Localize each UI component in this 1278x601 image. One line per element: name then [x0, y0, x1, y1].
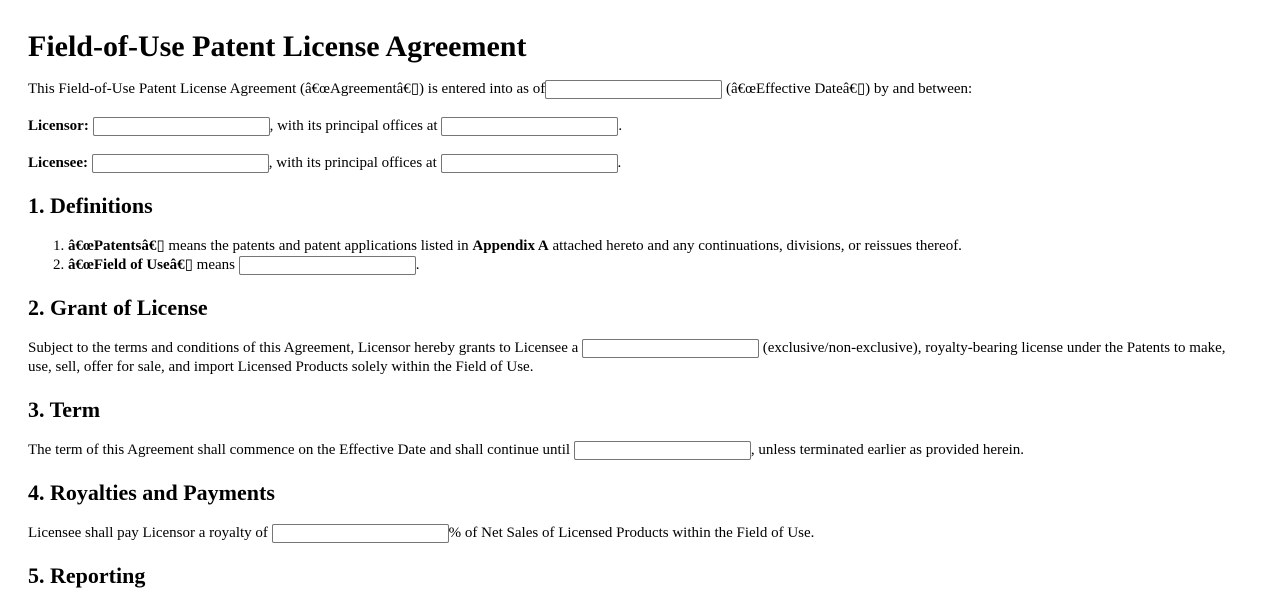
- term-end-input[interactable]: [574, 441, 751, 460]
- licensor-name-input[interactable]: [93, 117, 270, 136]
- intro-text-end: (â€œEffective Dateâ€▯) by and between:: [722, 81, 973, 97]
- reporting-heading: 5. Reporting: [28, 563, 146, 589]
- field-of-use-term: â€œField of Useâ€▯: [68, 257, 193, 274]
- patents-text-end: attached hereto and any continuations, divisions, or reissues thereof.: [548, 238, 962, 255]
- appendix-reference: Appendix A: [472, 238, 549, 255]
- field-of-use-text: means: [192, 257, 239, 274]
- licensee-period: .: [617, 155, 622, 172]
- definition-patents: [68, 237, 1250, 256]
- licensor-address-input[interactable]: [441, 117, 618, 136]
- term-text-end: , unless terminated earlier as provided herein.: [750, 442, 1025, 459]
- licensee-name-input[interactable]: [92, 154, 269, 173]
- licensee-label: Licensee:: [28, 155, 88, 172]
- term-paragraph: [28, 441, 1250, 460]
- definitions-list: [28, 237, 1250, 275]
- royalties-text-end: % of Net Sales of Licensed Products within the Field of Use.: [448, 525, 815, 542]
- licensor-label: Licensor:: [28, 118, 89, 135]
- page-title: Field-of-Use Patent License Agreement: [28, 30, 527, 63]
- intro-paragraph: [28, 80, 1250, 99]
- royalties-paragraph: [28, 524, 1250, 543]
- intro-text: This Field-of-Use Patent License Agreement (â€œAgreementâ€▯) is entered into as of: [28, 81, 546, 97]
- effective-date-input[interactable]: [545, 80, 722, 99]
- licensee-address-input[interactable]: [441, 154, 618, 173]
- licensor-period: .: [618, 118, 623, 135]
- field-of-use-input[interactable]: [239, 256, 416, 275]
- license-type-input[interactable]: [582, 339, 759, 358]
- definitions-heading: 1. Definitions: [28, 193, 153, 219]
- grant-text: Subject to the terms and conditions of this Agreement, Licensor hereby grants to Licensee a: [28, 340, 583, 357]
- royalties-text: Licensee shall pay Licensor a royalty of: [28, 525, 272, 542]
- field-of-use-period: .: [415, 257, 420, 274]
- licensee-line: [28, 154, 1250, 173]
- term-heading: 3. Term: [28, 397, 101, 423]
- grant-text-end: (exclusive/non-exclusive), royalty-bearing license under the Patents to make, use, sell, offer for sale, and import Licensed Products solely within the Field of Use.: [28, 340, 1226, 376]
- grant-heading: 2. Grant of License: [28, 295, 208, 321]
- royalties-heading: 4. Royalties and Payments: [28, 480, 275, 506]
- licensee-offices-text: , with its principal offices at: [268, 155, 437, 172]
- patents-text: means the patents and patent applications listed in: [164, 238, 473, 255]
- royalty-rate-input[interactable]: [272, 524, 449, 543]
- definition-field-of-use: [68, 256, 1250, 275]
- licensor-offices-text: , with its principal offices at: [269, 118, 438, 135]
- licensor-line: [28, 117, 1250, 136]
- term-text: The term of this Agreement shall commence on the Effective Date and shall continue until: [28, 442, 574, 459]
- patents-term: â€œPatentsâ€▯: [68, 238, 165, 255]
- grant-paragraph: [28, 339, 1250, 377]
